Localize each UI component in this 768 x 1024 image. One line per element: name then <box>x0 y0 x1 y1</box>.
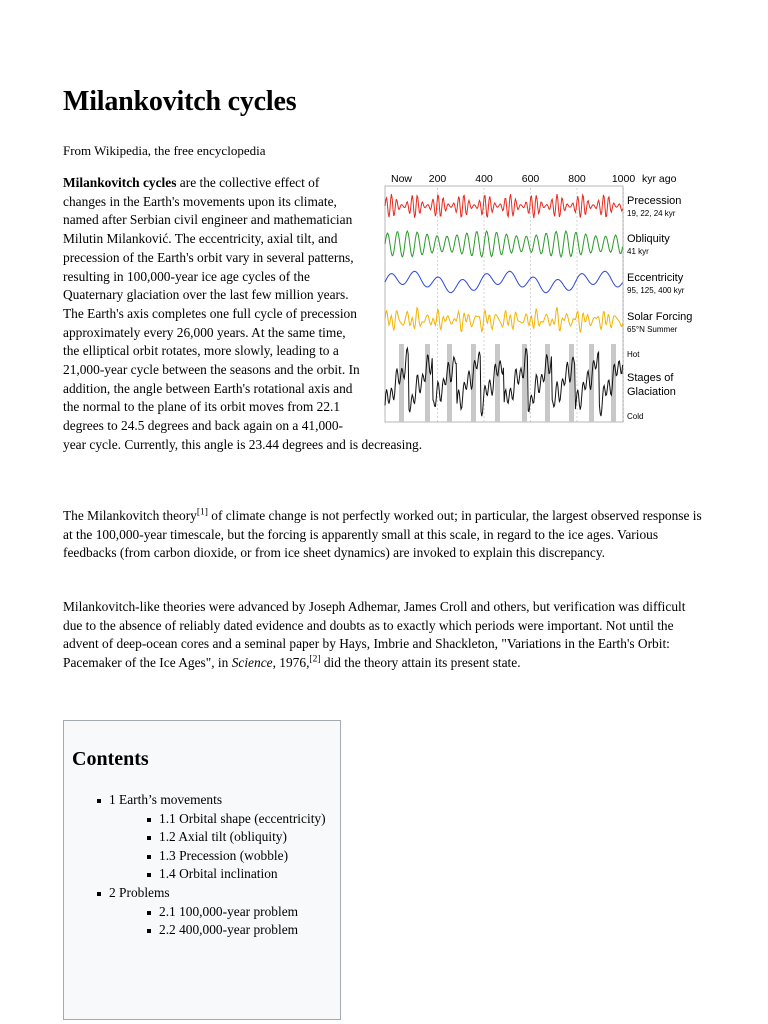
toc-item-1-3[interactable]: 1.3 Precession (wobble) <box>147 847 326 866</box>
toc-item-2-1[interactable]: 2.1 100,000-year problem <box>147 903 326 922</box>
toc-item-1-2[interactable]: 1.2 Axial tilt (obliquity) <box>147 828 326 847</box>
cold-label: Cold <box>627 412 644 421</box>
glacial-period-bar <box>522 344 527 422</box>
axis-label: 800 <box>568 174 586 185</box>
axis-label: 200 <box>428 174 447 185</box>
axis-label: 400 <box>475 174 493 185</box>
glacial-period-bar <box>545 344 550 422</box>
toc-title: Contents <box>72 748 149 770</box>
axis-label: 1000 <box>611 174 636 185</box>
axis-label: 600 <box>521 174 540 185</box>
history-text-b: , 1976, <box>272 655 310 671</box>
axis-label: Now <box>391 174 413 185</box>
precession-periods: 19, 22, 24 kyr <box>627 209 676 218</box>
axis-unit: kyr ago <box>642 174 677 185</box>
glacial-period-bar <box>569 344 574 422</box>
solar-forcing-label: Solar Forcing <box>627 311 693 323</box>
glacial-period-bar <box>611 344 616 422</box>
glaciation-label-line2: Glaciation <box>627 386 676 398</box>
toc-list <box>97 791 326 940</box>
obliquity-label: Obliquity <box>627 233 670 245</box>
history-text-a: Milankovitch-like theories were advanced by Joseph Adhemar, James Croll and others, but verification was difficult due to the absence of reliably dated evidence and doubts as to exactly which periods were important. Not until the advent of deep-ocean cores and a seminal paper by Hays, Imbrie and Shackleton, "Variations in the Earth's Orbit: Pacemaker of the Ice Ages", in <box>63 599 686 671</box>
citation-2-link[interactable]: [2] <box>309 654 321 665</box>
toc-item-2[interactable] <box>97 884 326 940</box>
eccentricity-label: Eccentricity <box>627 272 684 284</box>
toc-item-1-1[interactable]: 1.1 Orbital shape (eccentricity) <box>147 810 326 829</box>
obliquity-periods: 41 kyr <box>627 247 649 256</box>
hot-label: Hot <box>627 350 640 359</box>
solar-forcing-subtitle: 65°N Summer <box>627 325 678 334</box>
history-text-c: did the theory attain its present state. <box>320 655 521 671</box>
theory-text-b: of climate change is not perfectly worked out; in particular, the largest observed response is at the 100,000-year timescale, but the forcing is apparently small at this scale, in regard to the ice ages. Various feedbacks (from carbon dioxide, or from ice sheet dynamics) are invoked to explain this discrepancy. <box>63 508 702 561</box>
toc-item-label[interactable]: 2 Problems <box>109 884 170 900</box>
table-of-contents <box>63 720 341 1020</box>
toc-item-2-2[interactable]: 2.2 400,000-year problem <box>147 921 326 940</box>
precession-label: Precession <box>627 195 682 207</box>
toc-item-label[interactable]: 1 Earth’s movements <box>109 792 223 807</box>
toc-item-1[interactable] <box>97 791 326 884</box>
glaciation-label-line1: Stages of <box>627 372 674 384</box>
eccentricity-periods: 95, 125, 400 kyr <box>627 286 685 295</box>
milankovitch-figure[interactable] <box>377 174 705 424</box>
figure-axis-labels <box>391 174 635 185</box>
glacial-period-bar <box>495 344 500 422</box>
toc-sublist <box>147 903 326 940</box>
journal-name: Science <box>231 655 273 671</box>
intro-bold-term: Milankovitch cycles <box>63 175 177 190</box>
page-subtitle: From Wikipedia, the free encyclopedia <box>63 143 266 158</box>
page-title: Milankovitch cycles <box>63 86 297 117</box>
intro-paragraph <box>63 174 705 455</box>
glacial-period-bar <box>471 344 476 422</box>
citation-1-link[interactable]: [1] <box>196 507 208 518</box>
intro-text: are the collective effect of changes in the Earth's movements upon its climate, named after Serbian civil engineer and mathematician Milutin Milanković. The eccentricity, axial tilt, and precession of the Earth's orbit vary in several patterns, resulting in 100,000-year ice age cycles of the Quaternary glaciation over the last few million years. The Earth's axis completes one full cycle of precession approximately every 26,000 years. At the same time, the elliptical orbit rotates, more slowly, leading to a 21,000-year cycle between the seasons and the orbit. In addition, the angle between Earth's rotational axis and the normal to the plane of its orbit moves from 22.1 degrees to 24.5 degrees and back again on a 41,000-year cycle. Currently, this angle is 23.44 degrees and is decreasing. <box>63 175 423 452</box>
toc-item-1-4[interactable]: 1.4 Orbital inclination <box>147 865 326 884</box>
history-paragraph <box>63 598 705 673</box>
theory-paragraph <box>63 507 705 563</box>
glacial-period-bar <box>447 344 452 422</box>
theory-text-a: The Milankovitch theory <box>63 508 197 523</box>
toc-sublist <box>147 810 326 884</box>
